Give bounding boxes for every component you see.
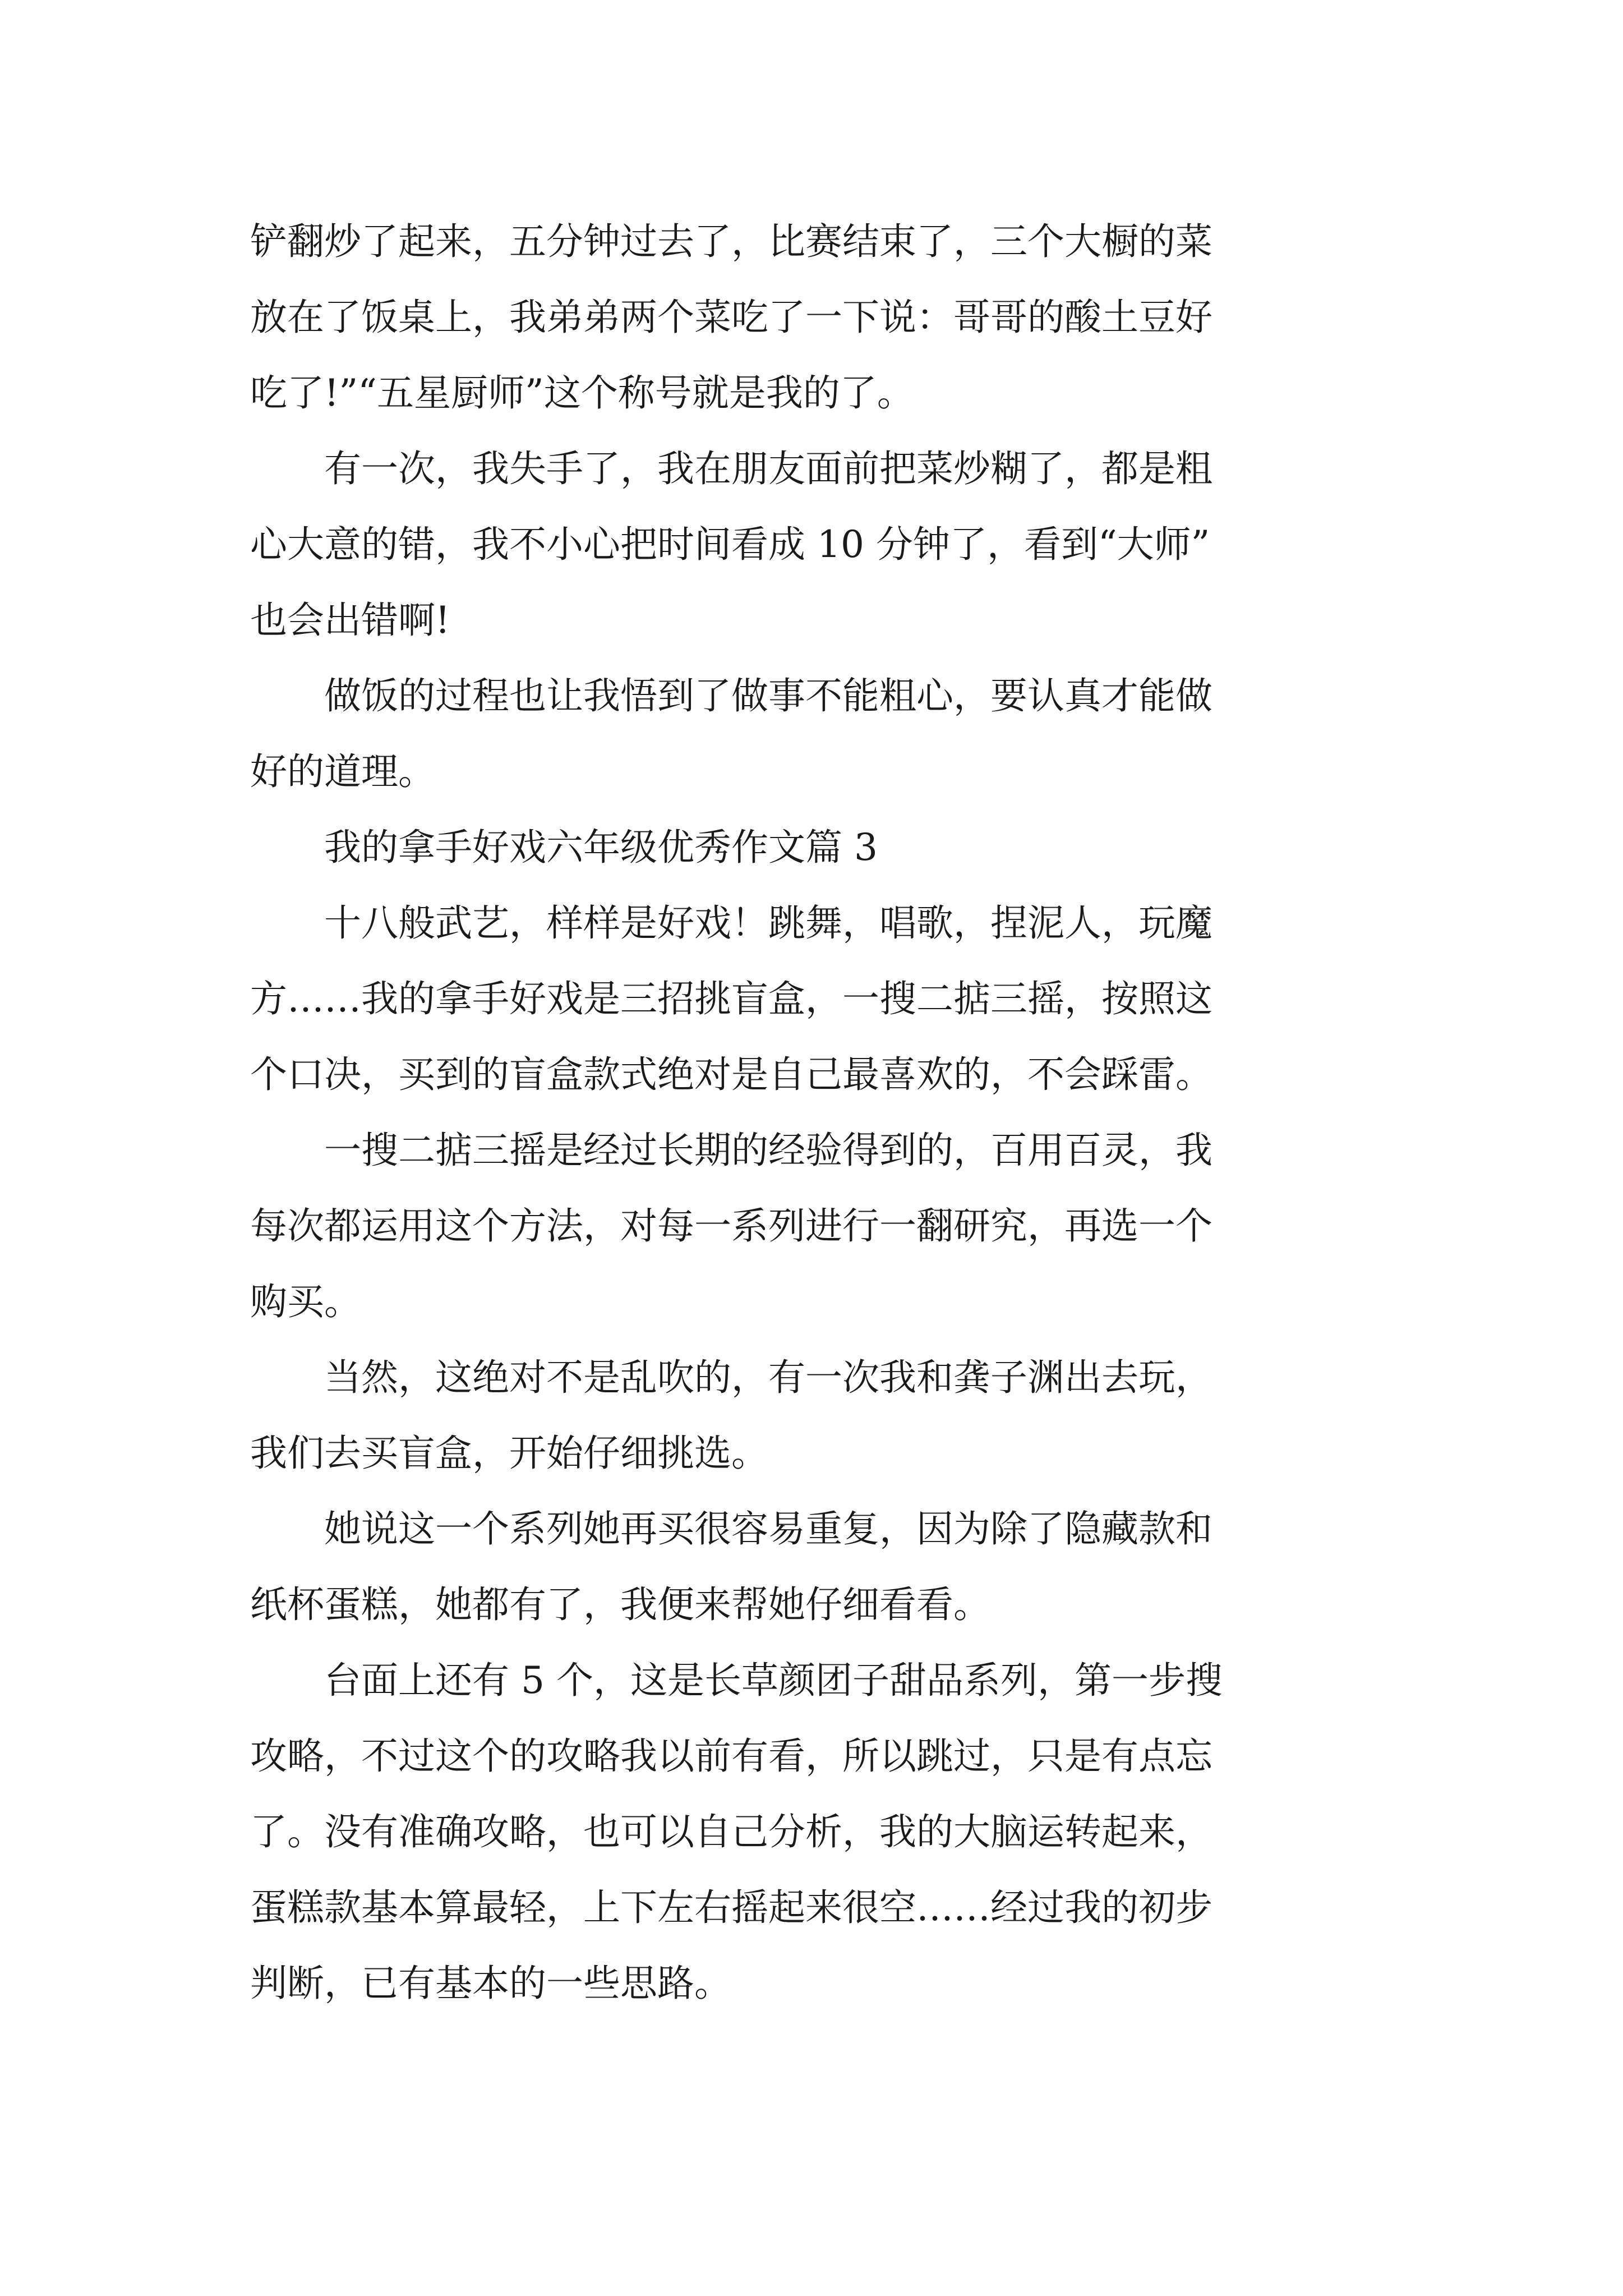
section-heading: 我的拿手好戏六年级优秀作文篇 3: [250, 826, 878, 869]
text-line: 方……我的拿手好戏是三招挑盲盒，一搜二掂三摇，按照这: [250, 977, 1212, 1020]
text-line: 十八般武艺，样样是好戏！跳舞，唱歌，捏泥人，玩魔: [250, 901, 1212, 945]
text-line: 铲翻炒了起来，五分钟过去了，比赛结束了，三个大橱的菜: [250, 220, 1212, 263]
text-line: 攻略，不过这个的攻略我以前有看，所以跳过，只是有点忘: [250, 1734, 1212, 1778]
text-line: 做饭的过程也让我悟到了做事不能粗心，要认真才能做: [250, 674, 1212, 717]
text-line: 购买。: [250, 1280, 361, 1323]
text-line: 判断，已有基本的一些思路。: [250, 1962, 731, 2005]
text-line: 纸杯蛋糕，她都有了，我便来帮她仔细看看。: [250, 1583, 990, 1626]
text-line: 吃了!”“五星厨师”这个称号就是我的了。: [250, 371, 914, 415]
text-line: 好的道理。: [250, 750, 435, 793]
text-line: 个口决，买到的盲盒款式绝对是自己最喜欢的，不会踩雷。: [250, 1053, 1212, 1096]
text-line: 放在了饭桌上，我弟弟两个菜吃了一下说：哥哥的酸土豆好: [250, 296, 1212, 339]
text-line: 台面上还有 5 个，这是长草颜团子甜品系列，第一步搜: [250, 1659, 1223, 1702]
text-line: 有一次，我失手了，我在朋友面前把菜炒糊了，都是粗: [250, 447, 1212, 490]
text-line: 我们去买盲盒，开始仔细挑选。: [250, 1432, 768, 1475]
text-line: 也会出错啊!: [250, 599, 450, 642]
text-line: 心大意的错，我不小心把时间看成 10 分钟了，看到“大师”: [250, 523, 1210, 566]
text-line: 每次都运用这个方法，对每一系列进行一翻研究，再选一个: [250, 1204, 1212, 1248]
text-line: 一搜二掂三摇是经过长期的经验得到的，百用百灵，我: [250, 1129, 1212, 1172]
text-line: 当然，这绝对不是乱吹的，有一次我和龚子渊出去玩，: [250, 1356, 1212, 1399]
text-line: 蛋糕款基本算最轻，上下左右摇起来很空……经过我的初步: [250, 1886, 1212, 1929]
text-line: 她说这一个系列她再买很容易重复，因为除了隐藏款和: [250, 1507, 1212, 1550]
text-line: 了。没有准确攻略，也可以自己分析，我的大脑运转起来，: [250, 1810, 1212, 1853]
